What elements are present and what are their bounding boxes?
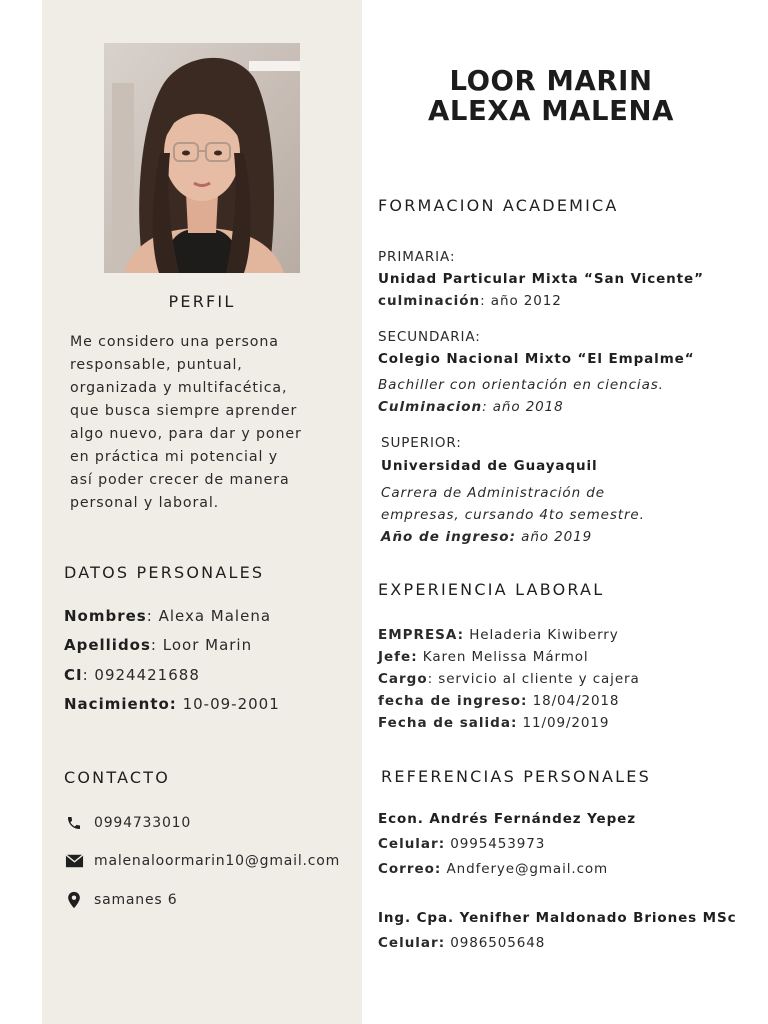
cargo-value: : servicio al cliente y cajera — [427, 671, 640, 687]
ref1-correo — [378, 858, 750, 883]
datos-personales-list — [64, 604, 354, 721]
referencia-2-block — [378, 907, 750, 957]
superior-ingreso-value: año 2019 — [515, 529, 593, 545]
secundaria-school: Colegio Nacional Mixto “El Empalme“ — [378, 351, 695, 367]
cargo-row — [378, 668, 750, 690]
perfil-line: personal y laboral. — [70, 495, 220, 511]
fecha-salida-value: 11/09/2019 — [517, 715, 610, 731]
ref2-name: Ing. Cpa. Yenifher Maldonado Briones MSc — [378, 910, 737, 926]
ref1-name: Econ. Andrés Fernández Yepez — [378, 811, 636, 827]
apellidos-label: Apellidos — [64, 636, 151, 655]
nombres-value: Alexa Malena — [158, 607, 272, 625]
apellidos-separator: : — [150, 636, 163, 655]
superior-school: Universidad de Guayaquil — [381, 458, 598, 474]
contact-address-row — [64, 889, 177, 911]
nacimiento-row — [64, 692, 354, 721]
primaria-culm-label: culminación — [378, 293, 481, 309]
secundaria-culm-value: : año 2018 — [482, 399, 564, 415]
primaria-culm-value: : año 2012 — [480, 293, 562, 309]
nombres-row — [64, 604, 354, 633]
nacimiento-label: Nacimiento: — [64, 694, 177, 713]
surname-line: LOOR MARIN — [449, 65, 653, 97]
perfil-line: así poder crecer de manera — [70, 472, 290, 488]
primaria-label: PRIMARIA: — [378, 249, 456, 265]
formacion-title: FORMACION ACADEMICA — [378, 196, 619, 215]
superior-label: SUPERIOR: — [381, 435, 462, 451]
fecha-ingreso-row — [378, 690, 750, 712]
profile-photo — [104, 43, 300, 273]
jefe-value: Karen Melissa Mármol — [417, 649, 589, 665]
datos-personales-title: DATOS PERSONALES — [64, 563, 265, 582]
ci-row — [64, 663, 354, 692]
envelope-icon — [64, 852, 84, 870]
experiencia-title: EXPERIENCIA LABORAL — [378, 580, 605, 599]
contact-email-row — [64, 850, 340, 872]
nacimiento-value: 10-09-2001 — [176, 694, 280, 713]
secundaria-culm-label: Culminacion — [378, 399, 483, 415]
fecha-ingreso-value: 18/04/2018 — [527, 693, 620, 709]
secundaria-detail: Bachiller con orientación en ciencias. — [378, 377, 664, 393]
ci-value: 0924421688 — [94, 665, 200, 684]
referencias-title: REFERENCIAS PERSONALES — [381, 767, 651, 786]
primaria-culminacion — [378, 290, 750, 312]
ref1-celular-label: Celular: — [378, 836, 446, 852]
superior-ingreso-label: Año de ingreso: — [381, 529, 516, 545]
ref1-correo-value[interactable]: Andferye@gmail.com — [441, 861, 609, 877]
ref1-correo-label: Correo: — [378, 861, 442, 877]
ref1-celular-value: 0995453973 — [445, 836, 546, 852]
ci-separator: : — [82, 665, 95, 684]
empresa-value: Heladeria Kiwiberry — [464, 627, 619, 643]
empresa-label: EMPRESA: — [378, 627, 464, 643]
secundaria-culminacion — [378, 396, 750, 418]
ref2-celular — [378, 932, 750, 957]
perfil-line: en práctica mi potencial y — [70, 449, 278, 465]
perfil-line: organizada y multifacética, — [70, 380, 288, 396]
contacto-title: CONTACTO — [64, 768, 171, 787]
experiencia-block — [378, 624, 750, 734]
full-name-heading — [400, 66, 702, 126]
contact-email[interactable]: malenaloormarin10@gmail.com — [94, 853, 341, 869]
cargo-label: Cargo — [378, 671, 428, 687]
perfil-title: PERFIL — [168, 292, 236, 311]
perfil-line: responsable, puntual, — [70, 357, 243, 373]
fecha-salida-label: Fecha de salida: — [378, 715, 518, 731]
jefe-label: Jefe: — [378, 649, 418, 665]
phone-icon — [64, 814, 84, 832]
fecha-salida-row — [378, 712, 750, 734]
secundaria-block — [378, 326, 750, 418]
fecha-ingreso-label: fecha de ingreso: — [378, 693, 528, 709]
perfil-line: algo nuevo, para dar y poner — [70, 426, 302, 442]
contact-phone-row — [64, 812, 191, 834]
given-name-line: ALEXA MALENA — [427, 95, 675, 127]
ci-label: CI — [64, 665, 83, 684]
superior-detail-2: empresas, cursando 4to semestre. — [381, 507, 645, 523]
primaria-block — [378, 246, 750, 312]
nombres-label: Nombres — [64, 607, 147, 625]
secundaria-label: SECUNDARIA: — [378, 329, 481, 345]
superior-block — [381, 432, 753, 548]
apellidos-value: Loor Marin — [162, 636, 253, 655]
contact-address: samanes 6 — [94, 892, 178, 908]
superior-detail-1: Carrera de Administración de — [381, 485, 605, 501]
empresa-row — [378, 624, 750, 646]
perfil-line: Me considero una persona — [70, 334, 279, 350]
ref1-celular — [378, 833, 750, 858]
apellidos-row — [64, 633, 354, 662]
referencia-1-block — [378, 808, 750, 883]
ref2-celular-value: 0986505648 — [445, 935, 546, 951]
ref2-celular-label: Celular: — [378, 935, 446, 951]
superior-ingreso — [381, 526, 753, 548]
perfil-line: que busca siempre aprender — [70, 403, 298, 419]
jefe-row — [378, 646, 750, 668]
location-pin-icon — [64, 891, 84, 909]
primaria-school: Unidad Particular Mixta “San Vicente” — [378, 271, 704, 287]
perfil-text — [70, 331, 350, 515]
nombres-separator: : — [146, 607, 159, 625]
contact-phone[interactable]: 0994733010 — [94, 815, 192, 831]
